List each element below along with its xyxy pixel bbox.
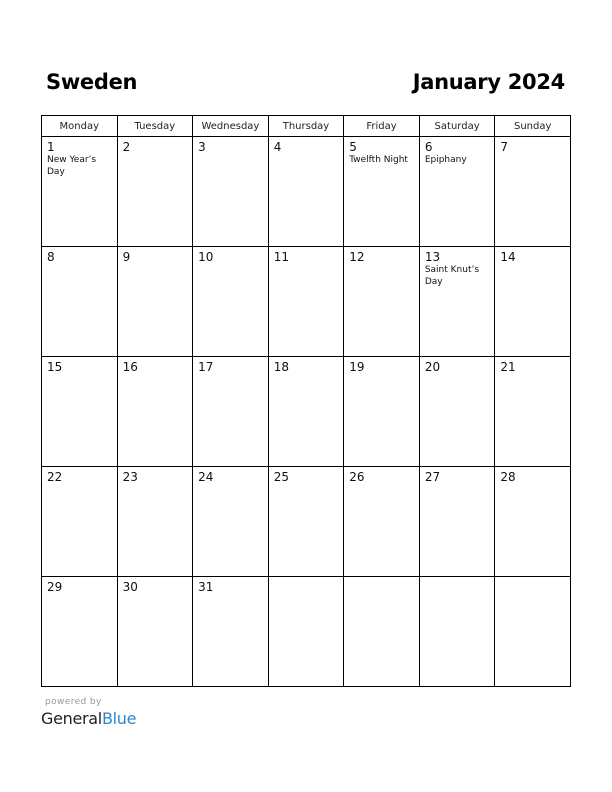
holiday-label: Epiphany — [424, 155, 467, 165]
day-cell — [193, 357, 269, 467]
day-number: 1 — [47, 140, 55, 154]
day-cell — [268, 577, 344, 687]
day-cell — [344, 247, 420, 357]
day-cell — [42, 137, 118, 247]
day-number: 31 — [198, 580, 214, 594]
day-number: 25 — [273, 470, 289, 484]
weekday-header: Friday — [344, 116, 420, 137]
day-cell — [42, 577, 118, 687]
week-row — [42, 467, 571, 577]
day-cell — [495, 577, 571, 687]
day-number: 16 — [122, 360, 138, 374]
holiday-label: Saint Knut’s Day — [424, 265, 480, 287]
weekday-header: Monday — [42, 116, 118, 137]
day-cell — [419, 357, 495, 467]
generalblue-logo — [41, 709, 136, 728]
day-cell — [268, 467, 344, 577]
weekday-header-row — [42, 116, 571, 137]
day-number: 17 — [198, 360, 214, 374]
day-cell — [495, 247, 571, 357]
day-number: 30 — [122, 580, 138, 594]
day-number: 22 — [47, 470, 63, 484]
day-number: 6 — [424, 140, 433, 154]
week-row — [42, 137, 571, 247]
day-cell — [42, 467, 118, 577]
day-cell — [495, 467, 571, 577]
calendar-grid — [41, 115, 571, 687]
day-cell — [117, 247, 193, 357]
day-number: 2 — [122, 140, 131, 154]
day-number: 10 — [198, 250, 214, 264]
day-number: 8 — [47, 250, 55, 264]
day-number: 13 — [424, 250, 441, 264]
day-number: 11 — [273, 250, 289, 264]
day-cell — [193, 467, 269, 577]
country-title: Sweden — [46, 70, 138, 94]
weekday-header: Wednesday — [193, 116, 269, 137]
day-cell — [344, 137, 420, 247]
day-number: 19 — [349, 360, 365, 374]
day-number: 14 — [500, 250, 516, 264]
day-cell — [419, 577, 495, 687]
day-number: 21 — [500, 360, 516, 374]
day-number: 3 — [198, 140, 206, 154]
day-cell — [117, 577, 193, 687]
day-number: 4 — [273, 140, 282, 154]
day-number: 24 — [198, 470, 214, 484]
week-row — [42, 357, 571, 467]
brand-blue-text: Blue — [101, 709, 137, 728]
day-number: 12 — [349, 250, 365, 264]
weekday-header: Sunday — [495, 116, 571, 137]
day-number: 18 — [273, 360, 289, 374]
day-cell — [344, 577, 420, 687]
weekday-header: Saturday — [419, 116, 495, 137]
day-cell — [193, 247, 269, 357]
day-cell — [42, 247, 118, 357]
day-cell — [419, 467, 495, 577]
day-cell — [117, 467, 193, 577]
day-number: 5 — [349, 140, 357, 154]
weekday-header: Tuesday — [117, 116, 193, 137]
day-number: 15 — [47, 360, 63, 374]
day-number: 9 — [122, 250, 131, 264]
day-number: 28 — [500, 470, 516, 484]
day-number: 23 — [122, 470, 138, 484]
day-cell — [117, 357, 193, 467]
day-cell — [344, 467, 420, 577]
day-cell — [495, 137, 571, 247]
week-row — [42, 577, 571, 687]
day-cell — [268, 357, 344, 467]
day-cell — [42, 357, 118, 467]
brand-general-text: General — [41, 709, 102, 728]
weekday-header: Thursday — [268, 116, 344, 137]
week-row — [42, 247, 571, 357]
holiday-label: New Year’s Day — [47, 155, 97, 177]
day-cell — [419, 137, 495, 247]
holiday-label: Twelfth Night — [349, 155, 408, 165]
day-cell — [268, 247, 344, 357]
day-cell — [193, 577, 269, 687]
calendar-body — [42, 137, 571, 687]
day-number: 27 — [424, 470, 441, 484]
day-number: 29 — [47, 580, 63, 594]
day-cell — [117, 137, 193, 247]
day-cell — [268, 137, 344, 247]
day-cell — [419, 247, 495, 357]
month-year-title: January 2024 — [412, 70, 565, 94]
day-number: 26 — [349, 470, 365, 484]
day-number: 7 — [500, 140, 509, 154]
day-cell — [193, 137, 269, 247]
powered-by-text: powered by — [45, 697, 102, 707]
day-number: 20 — [424, 360, 441, 374]
day-cell — [344, 357, 420, 467]
day-cell — [495, 357, 571, 467]
